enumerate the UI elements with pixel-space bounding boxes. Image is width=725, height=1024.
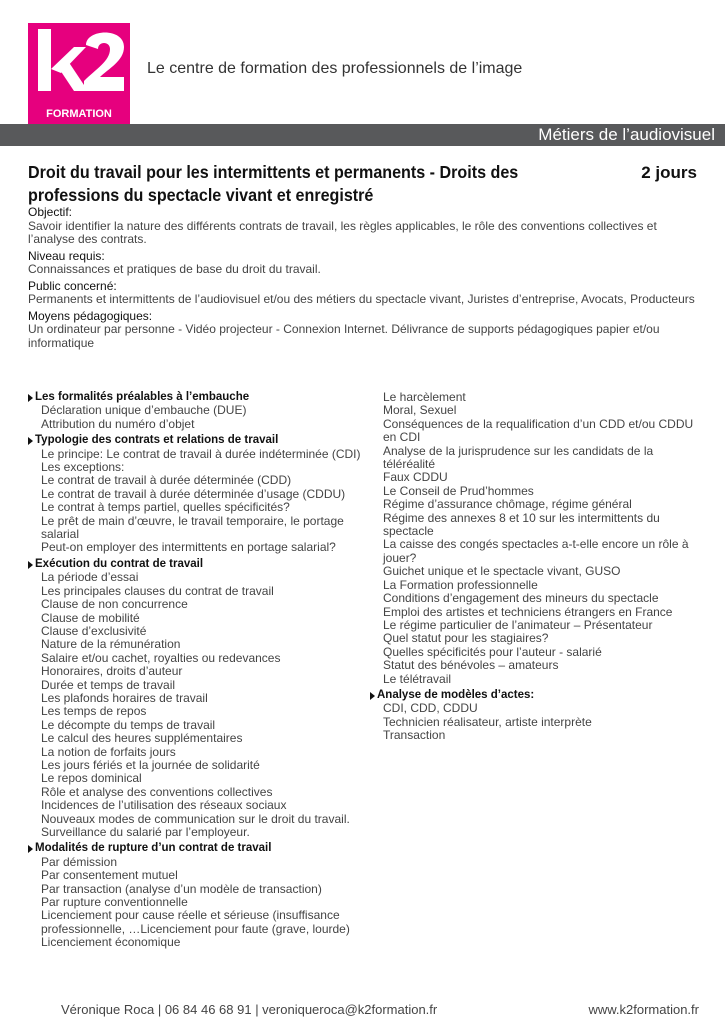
info-value: Connaissances et pratiques de base du droit du travail. xyxy=(28,262,321,276)
course-title: Droit du travail pour les intermittents et permanents - Droits des professions du spectacle vivant et enregistré xyxy=(28,162,519,205)
program-item: Statut des bénévoles – amateurs xyxy=(383,658,559,673)
category-title: Métiers de l’audiovisuel xyxy=(538,125,715,144)
info-value: Un ordinateur par personne - Vidéo projecteur - Connexion Internet. Délivrance de supports pédagogiques papier et/ou informatique xyxy=(28,322,660,350)
tagline: Le centre de formation des professionnels de l’image xyxy=(147,60,523,77)
course-info xyxy=(28,206,700,353)
program-item: Régime d’assurance chômage, régime général xyxy=(383,497,632,512)
program-left-column xyxy=(28,391,363,950)
program-item: Clause d’exclusivité xyxy=(41,623,147,638)
course-duration: 2 jours xyxy=(641,163,697,182)
program-item: Incidences de l’utilisation des réseaux sociaux xyxy=(41,798,287,813)
program-item: Emploi des artistes et techniciens étrangers en France xyxy=(383,604,673,619)
section-heading-text: Analyse de modèles d’actes: xyxy=(377,688,535,701)
info-label: Public concerné: xyxy=(28,278,117,293)
section-heading xyxy=(28,842,363,855)
info-label: Moyens pédagogiques: xyxy=(28,308,153,323)
footer-contact: Véronique Roca | 06 84 46 68 91 | veroniqueroca@k2formation.fr xyxy=(61,1002,438,1017)
program-item: Faux CDDU xyxy=(383,470,448,485)
program-item: Les plafonds horaires de travail xyxy=(41,690,208,705)
section-heading-text: Les formalités préalables à l’embauche xyxy=(35,391,250,403)
program-right-column xyxy=(370,391,700,743)
section-heading-text: Typologie des contrats et relations de travail xyxy=(35,434,279,447)
program-item: La caisse des congés spectacles a-t-elle encore un rôle à jouer? xyxy=(383,537,689,565)
program-item: Par rupture conventionnelle xyxy=(41,895,188,910)
program-item: CDI, CDD, CDDU xyxy=(383,701,478,716)
program-item: Le télétravail xyxy=(383,671,452,686)
program-item: La notion de forfaits jours xyxy=(41,744,176,759)
program-item: Quel statut pour les stagiaires? xyxy=(383,631,549,646)
program-item: Le contrat à temps partiel, quelles spécificités? xyxy=(41,500,290,515)
info-label: Niveau requis: xyxy=(28,248,105,263)
program-item: Les principales clauses du contrat de travail xyxy=(41,583,274,598)
info-label: Objectif: xyxy=(28,205,73,219)
program-item: Par consentement mutuel xyxy=(41,868,178,883)
program-item: Attribution du numéro d’objet xyxy=(41,416,195,431)
program-item: Nouveaux modes de communication sur le droit du travail. xyxy=(41,811,350,826)
program-item: Les exceptions: xyxy=(41,460,125,475)
bullet-arrow-icon xyxy=(28,394,33,402)
section-heading xyxy=(28,434,363,447)
program-item: Rôle et analyse des conventions collectives xyxy=(41,784,273,799)
program-item: Salaire et/ou cachet, royalties ou redevances xyxy=(41,650,281,665)
section-heading-text: Modalités de rupture d’un contrat de travail xyxy=(35,842,272,855)
program-item: Licenciement pour cause réelle et sérieuse (insuffisance professionnelle, …Licenciement pour faute (grave, lourde) xyxy=(41,908,350,936)
program-item: Les temps de repos xyxy=(41,704,147,719)
section-heading xyxy=(370,689,700,702)
program-item: La Formation professionnelle xyxy=(383,577,538,592)
program-item: Clause de non concurrence xyxy=(41,597,188,612)
info-niveau xyxy=(28,250,700,277)
program-item: Par transaction (analyse d’un modèle de transaction) xyxy=(41,881,322,896)
program-item: Surveillance du salarié par l’employeur. xyxy=(41,825,250,839)
footer-website[interactable]: www.k2formation.fr xyxy=(588,1002,699,1017)
bullet-arrow-icon xyxy=(28,845,33,853)
program-item: Analyse de la jurisprudence sur les candidats de la téléréalité xyxy=(383,443,654,472)
info-objectif xyxy=(28,206,700,247)
program-section xyxy=(28,391,363,431)
program-section xyxy=(370,689,700,743)
program-item: Le régime particulier de l’animateur – Présentateur xyxy=(383,617,653,632)
program-item: Transaction xyxy=(383,728,446,743)
program-item: Le principe: Le contrat de travail à durée indéterminée (CDI) xyxy=(41,446,361,461)
bullet-arrow-icon xyxy=(28,437,33,445)
program-item: Le harcèlement xyxy=(383,390,466,404)
program-section xyxy=(28,842,363,949)
info-value: Permanents et intermittents de l’audiovisuel et/ou des métiers du spectacle vivant, Juristes d’entreprise, Avocats, Producteurs xyxy=(28,292,695,306)
program-item: Les jours fériés et la journée de solidarité xyxy=(41,757,260,772)
program-item: Le repos dominical xyxy=(41,771,142,786)
program-section xyxy=(28,558,363,840)
program-item: Par démission xyxy=(41,854,118,869)
program-item: Peut-on employer des intermittents en portage salarial? xyxy=(41,540,336,555)
program-item: Le décompte du temps de travail xyxy=(41,717,216,732)
category-band xyxy=(0,124,725,146)
program-item: Licenciement économique xyxy=(41,935,181,950)
program-section xyxy=(370,391,700,686)
program-item: Le calcul des heures supplémentaires xyxy=(41,731,243,746)
program-item: Déclaration unique d’embauche (DUE) xyxy=(41,403,247,418)
k2-formation-logo xyxy=(28,23,130,127)
info-value: Savoir identifier la nature des différents contrats de travail, les règles applicables, le rôle des conventions collectives et l’analyse des contrats. xyxy=(28,218,657,246)
info-public xyxy=(28,280,700,307)
program-item: Nature de la rémunération xyxy=(41,637,181,652)
bullet-arrow-icon xyxy=(370,692,375,700)
bullet-arrow-icon xyxy=(28,561,33,569)
program-item: Technicien réalisateur, artiste interprète xyxy=(383,714,592,729)
section-heading-text: Exécution du contrat de travail xyxy=(35,557,204,570)
program-item: Le contrat de travail à durée déterminée d’usage (CDDU) xyxy=(41,486,346,501)
section-heading xyxy=(28,558,363,571)
program-section xyxy=(28,434,363,555)
program-item: Le Conseil de Prud’hommes xyxy=(383,483,534,498)
program-item: La période d’essai xyxy=(41,570,139,585)
program-item: Quelles spécificités pour l’auteur - salarié xyxy=(383,644,602,659)
program-item: Conséquences de la requalification d’un CDD et/ou CDDU en CDI xyxy=(383,416,694,445)
program-item: Durée et temps de travail xyxy=(41,677,176,692)
program-item: Régime des annexes 8 et 10 sur les intermittents du spectacle xyxy=(383,510,660,539)
program-item: Honoraires, droits d’auteur xyxy=(41,664,183,679)
program-item: Moral, Sexuel xyxy=(383,403,457,418)
info-moyens xyxy=(28,310,700,351)
program-item: Conditions d’engagement des mineurs du spectacle xyxy=(383,591,659,606)
section-heading xyxy=(28,391,363,404)
program-item: Le contrat de travail à durée déterminée (CDD) xyxy=(41,473,292,488)
program-item: Le prêt de main d’œuvre, le travail temporaire, le portage salarial xyxy=(41,513,344,542)
svg-text:FORMATION: FORMATION xyxy=(46,108,112,120)
program-item: Clause de mobilité xyxy=(41,610,140,625)
program-item: Guichet unique et le spectacle vivant, GUSO xyxy=(383,564,621,579)
